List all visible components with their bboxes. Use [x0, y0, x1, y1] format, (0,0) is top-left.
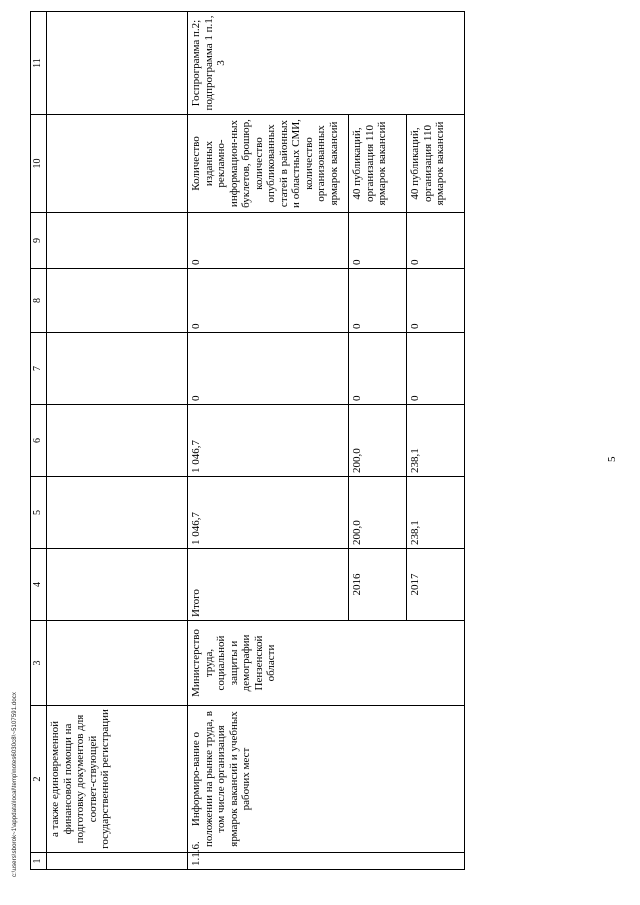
table-row [188, 12, 349, 870]
amount-total-cell: 238,1 [407, 477, 465, 549]
program-table [30, 11, 465, 870]
header-cell: 11 [31, 12, 47, 115]
amount-total-cell: 200,0 [349, 477, 407, 549]
executor-text: Министерство труда, социальной защиты и демографии Пензенской области [188, 621, 465, 706]
header-cell: 8 [31, 269, 47, 333]
header-cell: 2 [31, 706, 47, 853]
amount-local-cell: 0 [188, 269, 349, 333]
table-cell [47, 621, 188, 706]
file-path-footer: c:\users\sborok~1\appdata\local\temp\notes6030c8\~5107591.docx [12, 692, 18, 877]
header-cell: 7 [31, 333, 47, 405]
table-cell [47, 477, 188, 549]
event-text-continued: а также единовременной финансовой помощи на подготовку документов для соответ-ствующей государственной регистрации [47, 706, 188, 853]
table-cell [47, 115, 188, 213]
year-cell: 2016 [349, 549, 407, 621]
year-cell: 2017 [407, 549, 465, 621]
header-cell: 10 [31, 115, 47, 213]
amount-other-cell: 0 [349, 213, 407, 269]
continuation-row [47, 12, 188, 870]
indicator-cell: 40 публикаций, организация 110 ярмарок вакансий [407, 115, 465, 213]
header-cell: 3 [31, 621, 47, 706]
header-row [31, 12, 47, 870]
amount-federal-cell: 0 [188, 333, 349, 405]
amount-other-cell: 0 [188, 213, 349, 269]
amount-federal-cell: 0 [349, 333, 407, 405]
table-cell [47, 549, 188, 621]
amount-local-cell: 0 [407, 269, 465, 333]
amount-total-cell: 1 046,7 [188, 477, 349, 549]
table-cell [47, 269, 188, 333]
amount-regional-cell: 238,1 [407, 405, 465, 477]
program-link: Госпрограмма п.2; подпрограмма 1 п.1, 3 [188, 12, 465, 115]
amount-local-cell: 0 [349, 269, 407, 333]
table-cell [47, 12, 188, 115]
event-text: Информиро-вание о положении на рынке труда, в том числе организация ярмарок вакансий и учебных рабочих мест [188, 706, 465, 853]
amount-regional-cell: 1 046,7 [188, 405, 349, 477]
header-cell: 6 [31, 405, 47, 477]
amount-other-cell: 0 [407, 213, 465, 269]
header-cell: 4 [31, 549, 47, 621]
table-cell [47, 213, 188, 269]
amount-federal-cell: 0 [407, 333, 465, 405]
amount-regional-cell: 200,0 [349, 405, 407, 477]
header-cell: 9 [31, 213, 47, 269]
page-number: 5 [606, 456, 618, 462]
table-cell [47, 853, 188, 870]
header-cell: 5 [31, 477, 47, 549]
year-cell: Итого [188, 549, 349, 621]
header-cell: 1 [31, 853, 47, 870]
table-cell [47, 333, 188, 405]
indicator-cell: Количество изданных рекламно-информацион-ных буклетов, брошюр, количество опубликованных статей в районных и областных СМИ, количество организованных ярмарок вакансий [188, 115, 349, 213]
row-number: 1.1.6. [188, 853, 465, 870]
table-cell [47, 405, 188, 477]
indicator-cell: 40 публикаций, организация 110 ярмарок вакансий [349, 115, 407, 213]
